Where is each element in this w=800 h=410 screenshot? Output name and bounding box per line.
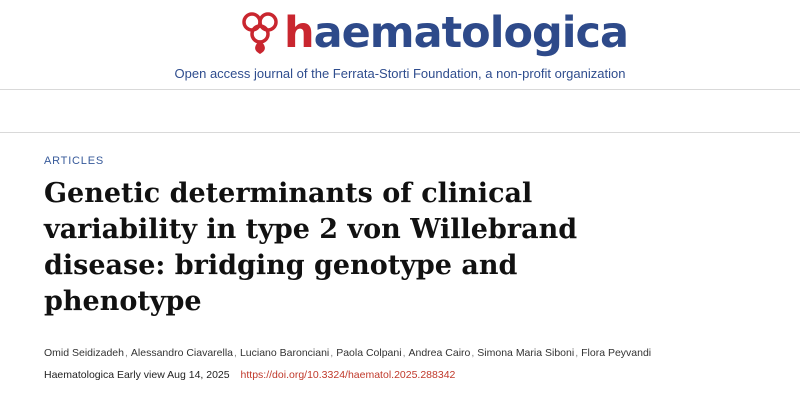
- author-separator: ,: [124, 347, 128, 359]
- author-name[interactable]: Omid Seidizadeh: [44, 347, 124, 359]
- journal-tagline: Open access journal of the Ferrata-Storti Foundation, a non-profit organization: [174, 66, 626, 81]
- author-list: [44, 347, 651, 359]
- publication-date: Haematologica Early view Aug 14, 2025: [44, 369, 230, 381]
- author-separator: ,: [471, 347, 475, 359]
- blood-cells-logo-icon: [240, 10, 280, 56]
- wordmark-initial: h: [284, 7, 314, 58]
- header-divider: [0, 89, 800, 90]
- author-name[interactable]: Luciano Baronciani: [239, 347, 330, 359]
- author-separator: ,: [234, 347, 237, 359]
- site-header: [0, 0, 800, 90]
- article-title: Genetic determinants of clinical variability in type 2 von Willebrand disease: bridging genotype and phenotype: [44, 178, 578, 317]
- journal-wordmark: [284, 7, 629, 58]
- author-separator: ,: [330, 347, 334, 359]
- journal-logo[interactable]: [240, 4, 628, 62]
- author-separator: ,: [402, 347, 406, 359]
- publication-meta: [44, 369, 455, 381]
- author-name[interactable]: Flora Peyvandi: [581, 347, 652, 359]
- nav-divider: [0, 132, 800, 133]
- author-name[interactable]: Simona Maria Siboni: [477, 347, 575, 359]
- author-name[interactable]: Andrea Cairo: [408, 347, 471, 359]
- doi-link[interactable]: https://doi.org/10.3324/haematol.2025.288342: [240, 369, 456, 381]
- author-name[interactable]: Alessandro Ciavarella: [130, 347, 234, 359]
- author-name[interactable]: Paola Colpani: [336, 347, 402, 359]
- author-separator: ,: [575, 347, 579, 359]
- section-label[interactable]: ARTICLES: [44, 155, 104, 167]
- wordmark-rest: aematologica: [313, 7, 629, 58]
